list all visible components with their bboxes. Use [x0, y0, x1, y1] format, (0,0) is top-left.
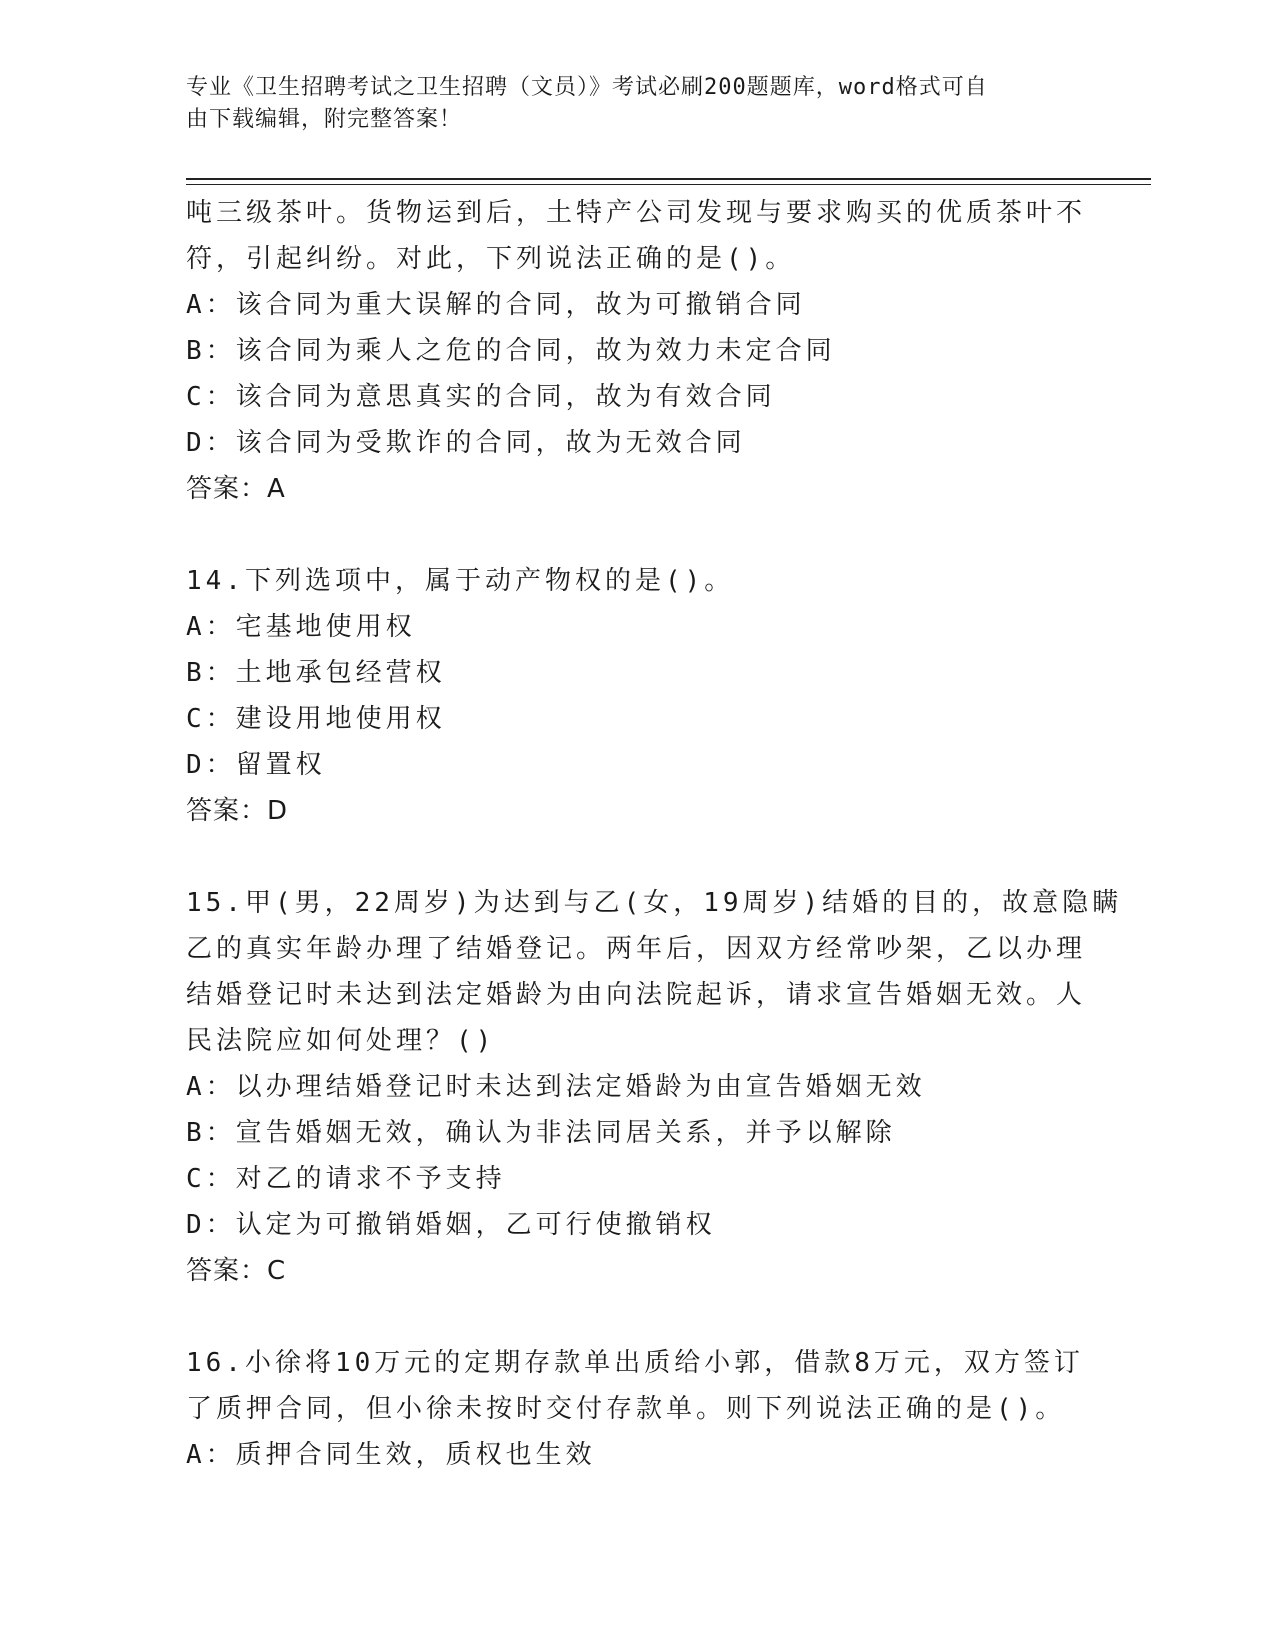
- option-b: B：该合同为乘人之危的合同，故为效力未定合同: [186, 336, 836, 366]
- spacer: [186, 834, 1066, 880]
- question-text-line: 结婚登记时未达到法定婚龄为由向法院起诉，请求宣告婚姻无效。人: [186, 980, 1087, 1010]
- header-divider-thick: [186, 178, 1151, 180]
- question-list: [186, 190, 1123, 1478]
- answer-line: 答案：D: [186, 796, 289, 826]
- option-a: A：该合同为重大误解的合同，故为可撤销合同: [186, 290, 806, 320]
- header-line-1: 专业《卫生招聘考试之卫生招聘（文员）》考试必刷200题题库，word格式可自: [186, 75, 988, 100]
- answer-line: 答案：C: [186, 1256, 287, 1286]
- question-text-line: 乙的真实年龄办理了结婚登记。两年后，因双方经常吵架，乙以办理: [186, 934, 1087, 964]
- answer-line: 答案：A: [186, 474, 286, 504]
- option-d: D：该合同为受欺诈的合同，故为无效合同: [186, 428, 746, 458]
- spacer: [186, 1294, 1066, 1340]
- option-b: B：宣告婚姻无效，确认为非法同居关系，并予以解除: [186, 1118, 896, 1148]
- question-text-line: 15.甲(男，22周岁)为达到与乙(女，19周岁)结婚的目的，故意隐瞒: [186, 888, 1123, 918]
- question-13: [186, 190, 1087, 512]
- header-line-2: 由下载编辑，附完整答案！: [186, 107, 463, 132]
- question-text-line: 14.下列选项中，属于动产物权的是()。: [186, 566, 735, 596]
- document-header: [186, 72, 1066, 136]
- option-a: A：宅基地使用权: [186, 612, 416, 642]
- spacer: [186, 512, 1066, 558]
- question-15: [186, 880, 1123, 1294]
- option-c: C：建设用地使用权: [186, 704, 446, 734]
- option-c: C：该合同为意思真实的合同，故为有效合同: [186, 382, 776, 412]
- question-14: [186, 558, 1066, 834]
- option-d: D：留置权: [186, 750, 326, 780]
- question-text-line: 民法院应如何处理？(): [186, 1026, 496, 1056]
- question-16: [186, 1340, 1084, 1478]
- question-text-line: 符，引起纠纷。对此，下列说法正确的是()。: [186, 244, 796, 274]
- question-text-line: 16.小徐将10万元的定期存款单出质给小郭，借款8万元，双方签订: [186, 1348, 1084, 1378]
- header-divider-thin: [186, 184, 1151, 185]
- question-text-line: 吨三级茶叶。货物运到后，土特产公司发现与要求购买的优质茶叶不: [186, 198, 1087, 228]
- option-a: A：质押合同生效，质权也生效: [186, 1440, 596, 1470]
- option-b: B：土地承包经营权: [186, 658, 446, 688]
- option-c: C：对乙的请求不予支持: [186, 1164, 506, 1194]
- option-a: A：以办理结婚登记时未达到法定婚龄为由宣告婚姻无效: [186, 1072, 926, 1102]
- question-text-line: 了质押合同，但小徐未按时交付存款单。则下列说法正确的是()。: [186, 1394, 1066, 1424]
- option-d: D：认定为可撤销婚姻，乙可行使撤销权: [186, 1210, 716, 1240]
